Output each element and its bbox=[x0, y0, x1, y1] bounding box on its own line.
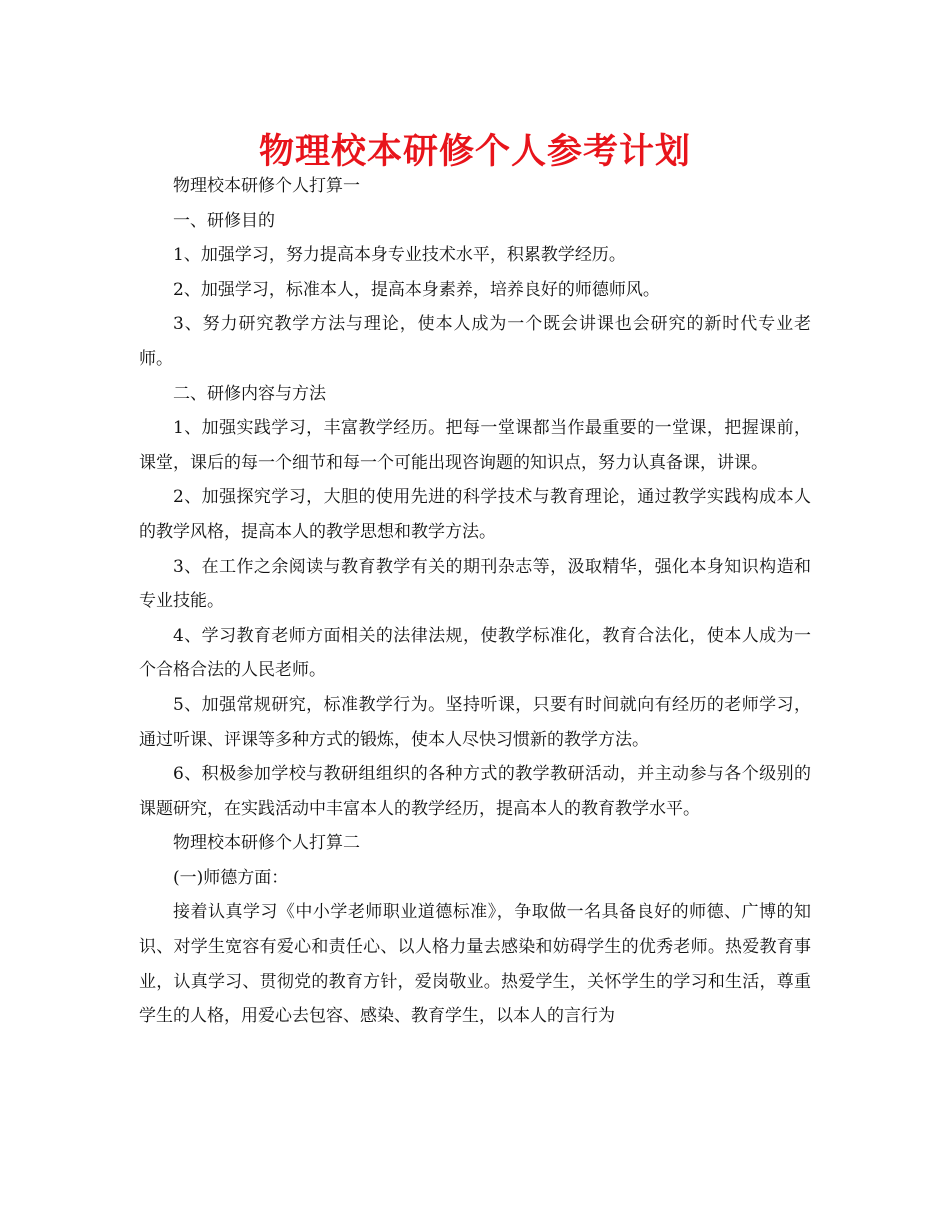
paragraph: 4、学习教育老师方面相关的法律法规，使教学标准化，教育合法化，使本人成为一个合格合法的人民老师。 bbox=[139, 625, 811, 681]
paragraph: 6、积极参加学校与教研组组织的各种方式的教学教研活动，并主动参与各个级别的课题研究，在实践活动中丰富本人的教学经历，提高本人的教育教学水平。 bbox=[139, 764, 811, 819]
paragraph: 一、研修目的 bbox=[173, 210, 275, 231]
paragraph: 1、加强实践学习，丰富教学经历。把每一堂课都当作最重要的一堂课，把握课前，课堂，课后的每一个细节和每一个可能出现咨询题的知识点，努力认真备课，讲课。 bbox=[139, 418, 811, 473]
paragraph: (一)师德方面： bbox=[173, 867, 289, 888]
paragraph: 物理校本研修个人打算一 bbox=[173, 176, 360, 196]
paragraph: 1、加强学习，努力提高本身专业技术水平，积累教学经历。 bbox=[173, 245, 626, 266]
paragraph: 3、努力研究教学方法与理论，使本人成为一个既会讲课也会研究的新时代专业老师。 bbox=[139, 314, 811, 369]
paragraph: 二、研修内容与方法 bbox=[173, 383, 326, 404]
paragraph: 2、加强探究学习，大胆的使用先进的科学技术与教育理论，通过教学实践构成本人的教学风格，提高本人的教学思想和教学方法。 bbox=[139, 487, 811, 542]
paragraph: 接着认真学习《中小学老师职业道德标准》，争取做一名具备良好的师德、广博的知识、对学生宽容有爱心和责任心、以人格力量去感染和妨碍学生的优秀老师。热爱教育事业，认真学习、贯彻党的教育方针，爱岗敬业。热爱学生，关怀学生的学习和生活，尊重学生的人格，用爱心去包容、感染、教育学生，以本人的言行为 bbox=[139, 902, 811, 1027]
document-body bbox=[139, 169, 811, 1034]
paragraph: 2、加强学习，标准本人，提高本身素养，培养良好的师德师风。 bbox=[173, 279, 660, 300]
paragraph: 3、在工作之余阅读与教育教学有关的期刊杂志等，汲取精华，强化本身知识构造和专业技能。 bbox=[139, 556, 811, 612]
document-title: 物理校本研修个人参考计划 bbox=[258, 132, 691, 172]
paragraph: 5、加强常规研究，标准教学行为。坚持听课，只要有时间就向有经历的老师学习，通过听课、评课等多种方式的锻炼，使本人尽快习惯新的教学方法。 bbox=[139, 694, 811, 750]
paragraph: 物理校本研修个人打算二 bbox=[173, 833, 360, 854]
